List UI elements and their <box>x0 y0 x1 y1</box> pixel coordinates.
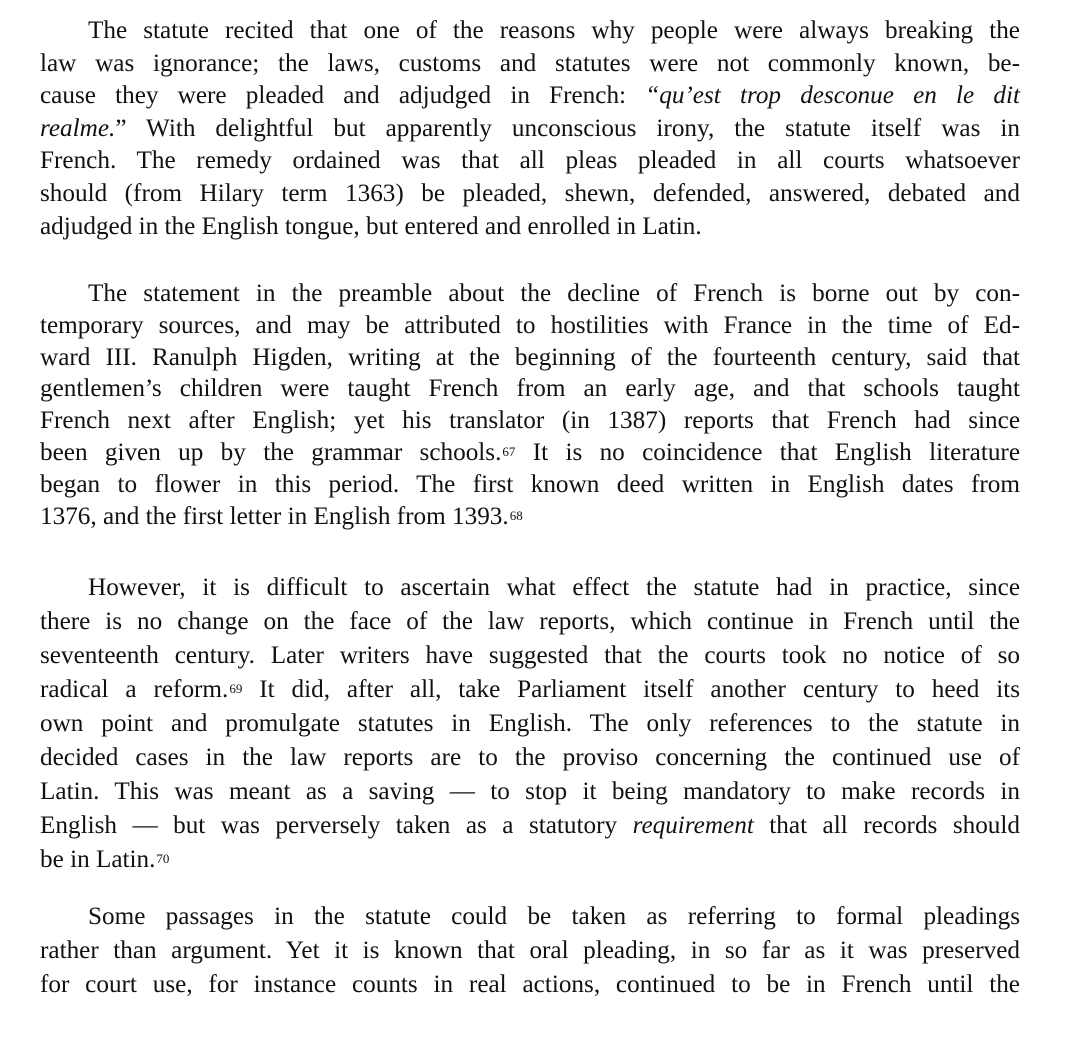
footnote-marker: 68 <box>509 507 523 523</box>
text-segment: began to flower in this period. The first known deed written in English dates from <box>40 470 1020 498</box>
text-segment: adjudged in the English tongue, but entered and enrolled in Latin. <box>40 212 702 240</box>
text-segment: English — but was perversely taken as a statutory <box>40 812 633 839</box>
footnote-marker: 70 <box>156 851 170 866</box>
text-line <box>40 639 1020 673</box>
text-segment: radical a reform. <box>40 676 229 703</box>
text-line <box>40 673 1020 707</box>
paragraph-effect-in-practice <box>40 571 1020 877</box>
text-segment: been given up by the grammar schools. <box>40 438 502 466</box>
text-segment: seventeenth century. Later writers have suggested that the courts took no notice of so <box>40 642 1020 669</box>
text-line <box>40 278 1020 310</box>
text-line <box>40 968 1020 1002</box>
text-line <box>40 900 1020 934</box>
text-segment: for court use, for instance counts in real actions, continued to be in French until the <box>40 971 1020 998</box>
text-segment: ” With delightful but apparently unconscious irony, the statute itself was in <box>115 114 1020 142</box>
text-line <box>40 707 1020 741</box>
text-segment: ward III. Ranulph Higden, writing at the beginning of the fourteenth century, said that <box>40 343 1020 371</box>
text-line <box>40 934 1020 968</box>
text-line <box>40 310 1020 342</box>
text-line <box>40 741 1020 775</box>
text-line <box>40 80 1020 113</box>
italic-text: requirement <box>632 812 754 839</box>
text-line <box>40 342 1020 374</box>
text-segment: should (from Hilary term 1363) be pleaded, shewn, defended, answered, debated and <box>40 179 1020 207</box>
text-segment: rather than argument. Yet it is known that oral pleading, in so far as it was preserved <box>40 937 1020 964</box>
text-segment: decided cases in the law reports are to the proviso concerning the continued use of <box>40 744 1020 771</box>
text-line <box>40 809 1020 843</box>
text-line <box>40 469 1020 501</box>
text-line <box>40 501 1020 533</box>
text-line <box>40 145 1020 178</box>
text-segment: It did, after all, take Parliament itself another century to heed its <box>242 676 1020 703</box>
text-segment: However, it is difficult to ascertain what effect the statute had in practice, since <box>88 574 1020 601</box>
text-line <box>40 437 1020 469</box>
text-segment: Some passages in the statute could be taken as referring to formal pleadings <box>88 903 1020 930</box>
text-line <box>40 15 1020 48</box>
footnote-marker: 67 <box>502 443 516 459</box>
text-line <box>40 211 1020 244</box>
text-segment: French. The remedy ordained was that all pleas pleaded in all courts whatsoever <box>40 147 1020 175</box>
text-line <box>40 113 1020 146</box>
text-segment: cause they were pleaded and adjudged in French: <box>40 82 646 110</box>
text-segment: 1376, and the first letter in English from 1393. <box>40 502 509 530</box>
text-segment: It is no coincidence that English literature <box>515 438 1020 466</box>
text-line <box>40 178 1020 211</box>
footnote-marker: 69 <box>229 681 243 696</box>
text-line <box>40 48 1020 81</box>
text-segment: The statement in the preamble about the decline of French is borne out by con- <box>88 280 1020 307</box>
italic-text: “qu’est trop desconue en le dit <box>645 82 1020 110</box>
text-segment: The statute recited that one of the reasons why people were always breaking the <box>88 17 1020 44</box>
text-segment: gentlemen’s children were taught French from an early age, and that schools taught <box>40 375 1020 403</box>
paragraph-formal-pleadings <box>40 900 1020 1002</box>
text-line <box>40 373 1020 405</box>
paragraph-statute-recital <box>40 15 1020 243</box>
text-segment: be in Latin. <box>40 846 156 873</box>
italic-text: realme. <box>40 114 116 142</box>
text-segment: French next after English; yet his translator (in 1387) reports that French had since <box>40 407 1020 435</box>
text-segment: that all records should <box>753 812 1020 839</box>
text-segment: own point and promulgate statutes in English. The only references to the statute in <box>40 710 1020 737</box>
text-segment: there is no change on the face of the law reports, which continue in French until the <box>40 608 1020 635</box>
text-line <box>40 405 1020 437</box>
text-segment: Latin. This was meant as a saving — to stop it being mandatory to make records in <box>40 778 1020 805</box>
text-segment: law was ignorance; the laws, customs and statutes were not commonly known, be- <box>40 49 1020 77</box>
text-line <box>40 775 1020 809</box>
paragraph-decline-of-french <box>40 278 1020 532</box>
text-line <box>40 843 1020 877</box>
text-line <box>40 571 1020 605</box>
text-line <box>40 605 1020 639</box>
text-segment: temporary sources, and may be attributed to hostilities with France in the time of Ed- <box>40 311 1020 339</box>
